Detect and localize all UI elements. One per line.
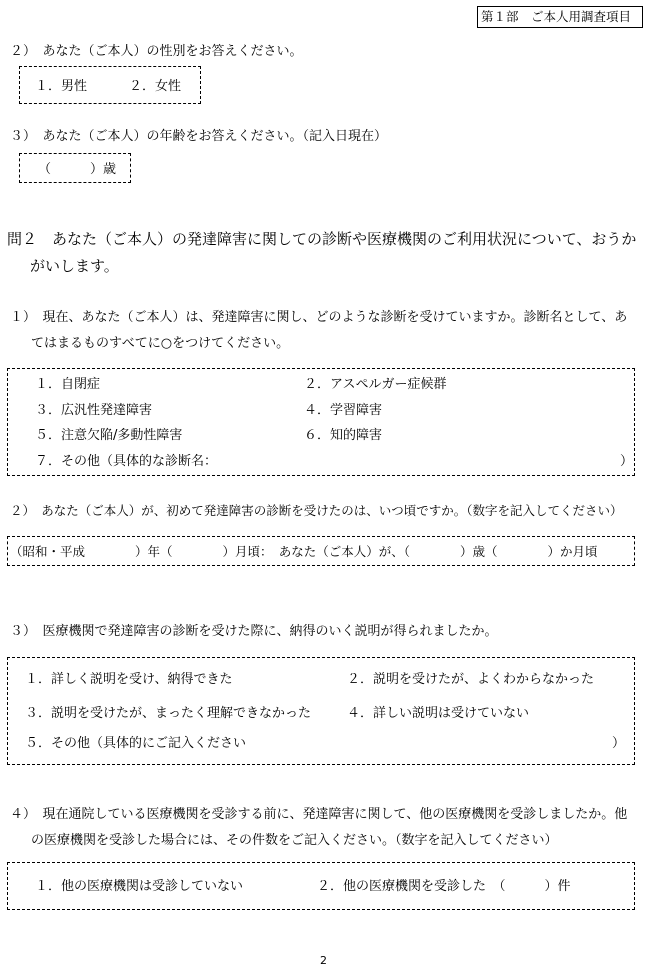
option-not-well[interactable]: ２．説明を受けたが、よくわからなかった xyxy=(347,672,595,687)
age-box xyxy=(19,153,131,183)
header-box xyxy=(477,6,643,28)
option-pdd[interactable]: ３．広汎性発達障害 xyxy=(35,403,153,418)
explanation-options-box xyxy=(7,657,635,765)
gender-options-box xyxy=(19,66,201,104)
first-diagnosis-field[interactable]: （昭和・平成 ）年（ ）月頃： あなた（ご本人）が、（ ）歳（ ）か月頃 xyxy=(10,544,598,559)
option-female[interactable]: ２．女性 xyxy=(129,79,182,94)
option-male[interactable]: １．男性 xyxy=(35,79,88,94)
option-other-explanation-close: ） xyxy=(612,736,626,751)
option-no-other-visit[interactable]: １．他の医療機関は受診していない xyxy=(35,879,244,894)
question-first-diagnosis: ２） あなた（ご本人）が、初めて発達障害の診断を受けたのは、いつ頃ですか。（数字を記入してください） xyxy=(10,503,623,518)
age-field[interactable]: （ ）歳 xyxy=(38,162,117,177)
option-asperger[interactable]: ２．アスペルガー症候群 xyxy=(304,377,447,392)
question-diagnosis-line1: １） 現在、あなた（ご本人）は、発達障害に関し、どのような診断を受けていますか。診断名として、あ xyxy=(10,310,628,325)
section-title-line1: 問２ あなた（ご本人）の発達障害に関しての診断や医療機関のご利用状況について、おうか xyxy=(7,230,637,248)
option-ld[interactable]: ４．学習障害 xyxy=(304,403,383,418)
page-number: 2 xyxy=(320,954,327,967)
option-other-close: ） xyxy=(620,454,634,469)
option-no-explanation[interactable]: ４．詳しい説明は受けていない xyxy=(347,706,530,721)
option-other-explanation[interactable]: ５．その他（具体的にご記入ください xyxy=(25,736,247,751)
diagnosis-options-box xyxy=(7,368,635,476)
question-other-institutions-line1: ４） 現在通院している医療機関を受診する前に、発達障害に関して、他の医療機関を受診しましたか。他 xyxy=(10,807,628,822)
question-age: ３） あなた（ご本人）の年齢をお答えください。（記入日現在） xyxy=(10,129,388,144)
option-intellectual[interactable]: ６．知的障害 xyxy=(304,428,383,443)
question-explanation: ３） 医療機関で発達障害の診断を受けた際に、納得のいく説明が得られましたか。 xyxy=(10,624,498,639)
other-institutions-box xyxy=(7,862,635,910)
question-other-institutions-line2: の医療機関を受診した場合には、その件数をご記入ください。（数字を記入してください） xyxy=(31,833,558,848)
option-other-visit-count[interactable]: ２．他の医療機関を受診した （ ）件 xyxy=(317,879,571,894)
option-adhd[interactable]: ５．注意欠陥/多動性障害 xyxy=(35,428,183,443)
header-label: 第１部 ご本人用調査項目 xyxy=(481,9,632,24)
option-not-at-all[interactable]: ３．説明を受けたが、まったく理解できなかった xyxy=(25,706,312,721)
option-other-diagnosis[interactable]: ７．その他（具体的な診断名： xyxy=(35,454,218,469)
question-diagnosis-line2: てはまるものすべてに○をつけてください。 xyxy=(31,336,290,351)
option-understood[interactable]: １．詳しく説明を受け、納得できた xyxy=(25,672,233,687)
section-title-line2: がいします。 xyxy=(30,257,119,275)
first-diagnosis-box xyxy=(7,536,635,566)
question-gender: ２） あなた（ご本人）の性別をお答えください。 xyxy=(10,44,303,59)
option-autism[interactable]: １．自閉症 xyxy=(35,377,101,392)
